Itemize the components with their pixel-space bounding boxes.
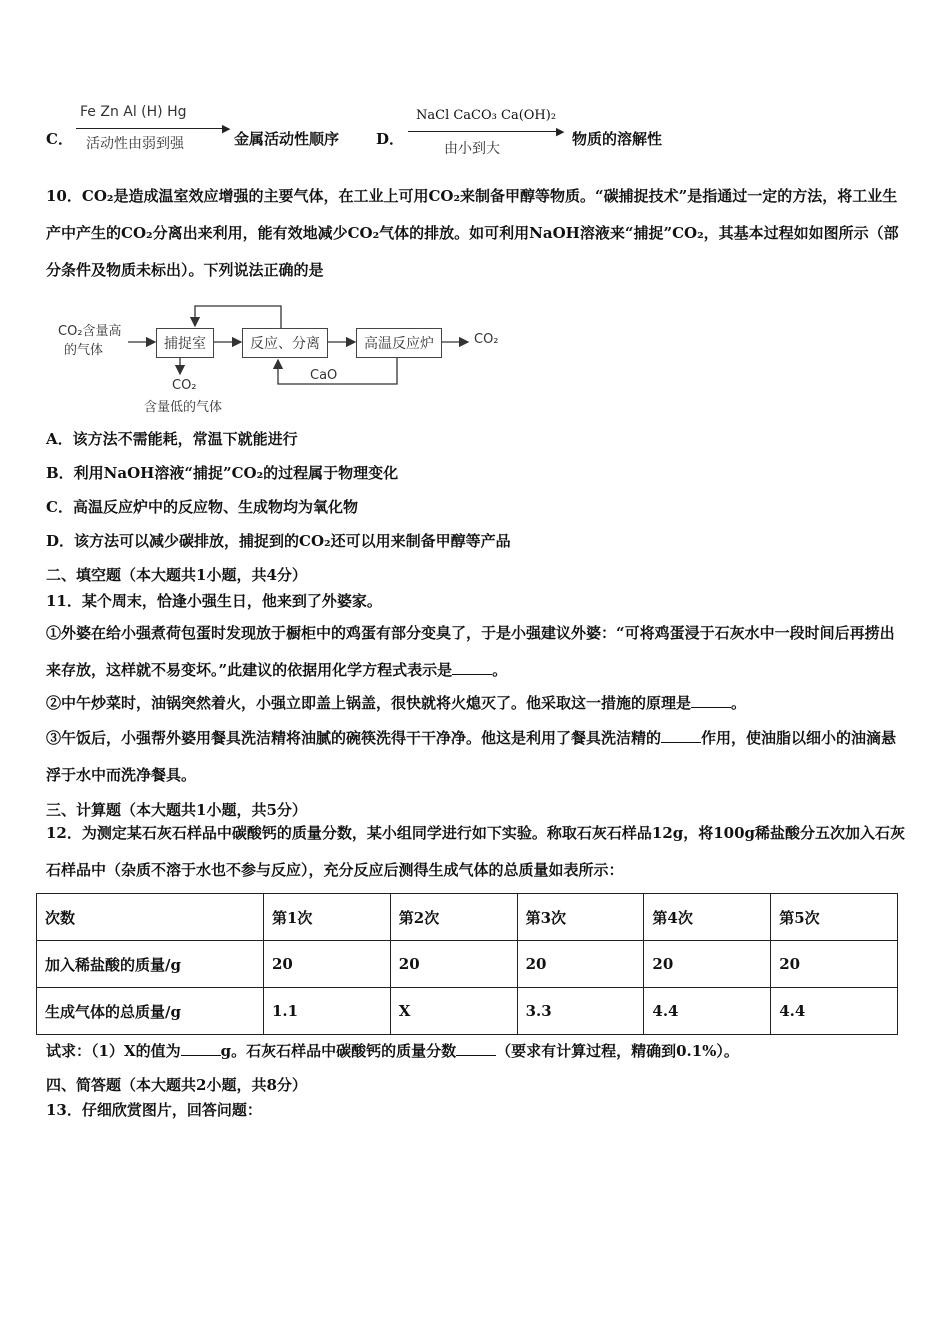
option-d-letter: D．: [376, 130, 405, 148]
question-12-text: 12．为测定某石灰石样品中碳酸钙的质量分数，某小组同学进行如下实验。称取石灰石样品12g，将100g稀盐酸分五次加入石灰石样品中（杂质不溶于水也不参与反应），充分反应后测得生成气体的总质量如表所示：: [46, 824, 906, 879]
table-cell: 第1次: [264, 894, 391, 941]
table-cell: 1.1: [264, 988, 391, 1035]
table-cell: 第4次: [644, 894, 771, 941]
diagram-low-co2-gas: 含量低的气体: [144, 400, 223, 415]
answer-blank-3: [661, 728, 701, 743]
results-table: [36, 893, 898, 1035]
option-c-result: 金属活动性顺序: [234, 130, 340, 148]
table-row: [37, 988, 898, 1035]
option-d-direction-label: 由小到大: [444, 141, 500, 157]
question-11-intro: 11．某个周末，恰逢小强生日，他来到了外婆家。: [46, 592, 382, 610]
question-11-item-3: ③午饭后，小强帮外婆用餐具洗洁精将油腻的碗筷洗得干干净净。他这是利用了餐具洗洁精的 作用，使油脂以细小的油滴悬浮于水中而洗净餐具。: [46, 729, 897, 784]
question-11-item-1: ①外婆在给小强煮荷包蛋时发现放于橱柜中的鸡蛋有部分变臭了，于是小强建议外婆：“可将鸡蛋浸于石灰水中一段时间后再捞出来存放，这样就不易变坏。”此建议的依据用化学方程式表示是 。: [46, 624, 895, 679]
answer-blank-x: [181, 1041, 221, 1056]
table-cell: 次数: [37, 894, 264, 941]
table-cell: 3.3: [517, 988, 644, 1035]
table-row: [37, 894, 898, 941]
table-cell: 加入稀盐酸的质量/g: [37, 941, 264, 988]
table-cell: 4.4: [771, 988, 898, 1035]
option-c-direction-label: 活动性由弱到强: [86, 136, 184, 152]
table-cell: 第3次: [517, 894, 644, 941]
q10-option-b: B．利用NaOH溶液“捕捉”CO₂的过程属于物理变化: [46, 464, 399, 482]
table-row: [37, 941, 898, 988]
table-cell: 20: [644, 941, 771, 988]
diagram-capture-chamber: 捕捉室: [156, 328, 214, 358]
diagram-reaction-separation: 反应、分离: [242, 328, 328, 358]
option-d-arrow-head: ▶: [556, 125, 565, 138]
answer-blank-1: [452, 660, 492, 675]
section-4-heading: 四、简答题（本大题共2小题，共8分）: [46, 1076, 307, 1094]
table-cell: 第2次: [390, 894, 517, 941]
diagram-input-line1: CO₂含量高: [58, 324, 122, 339]
answer-blank-percentage: [456, 1041, 496, 1056]
table-cell: 20: [517, 941, 644, 988]
q10-option-a: A．该方法不需能耗，常温下就能进行: [46, 430, 298, 448]
table-cell: 20: [390, 941, 517, 988]
question-11-item-2: ②中午炒菜时，油锅突然着火，小强立即盖上锅盖，很快就将火熄灭了。他采取这一措施的原理是 。: [46, 694, 747, 712]
table-cell: 20: [771, 941, 898, 988]
section-2-heading: 二、填空题（本大题共1小题，共4分）: [46, 566, 307, 584]
option-d-arrow-line: [408, 131, 560, 132]
option-c-metal-series: Fe Zn Al (H) Hg: [80, 104, 187, 120]
diagram-cao-label: CaO: [310, 368, 338, 383]
answer-blank-2: [691, 693, 731, 708]
question-12-ask: 试求：（1）X的值为 g。石灰石样品中碳酸钙的质量分数 （要求有计算过程，精确到0.1%）。: [46, 1042, 739, 1060]
option-c-letter: C．: [46, 130, 73, 148]
option-d-result: 物质的溶解性: [572, 130, 663, 148]
table-cell: 4.4: [644, 988, 771, 1035]
option-c-arrow-line: [76, 128, 226, 129]
q10-option-d: D．该方法可以减少碳排放，捕捉到的CO₂还可以用来制备甲醇等产品: [46, 532, 511, 550]
q10-option-c: C．高温反应炉中的反应物、生成物均为氧化物: [46, 498, 358, 516]
option-c-arrow-head: ▶: [222, 122, 231, 135]
diagram-high-temp-furnace: 高温反应炉: [356, 328, 442, 358]
section-3-heading: 三、计算题（本大题共1小题，共5分）: [46, 801, 307, 819]
table-cell: 生成气体的总质量/g: [37, 988, 264, 1035]
diagram-input-line2: 的气体: [64, 343, 104, 358]
diagram-output-co2: CO₂: [474, 332, 499, 347]
table-cell: X: [390, 988, 517, 1035]
diagram-bottom-co2: CO₂: [172, 378, 197, 393]
question-10-text: 10．CO₂是造成温室效应增强的主要气体，在工业上可用CO₂来制备甲醇等物质。“碳捕捉技术”是指通过一定的方法，将工业生产中产生的CO₂分离出来利用，能有效地减少CO₂气体的排放。如可利用NaOH溶液来“捕捉”CO₂，其基本过程如如图所示（部分条件及物质未标出）。下列说法正确的是: [46, 187, 899, 279]
table-cell: 20: [264, 941, 391, 988]
option-d-compounds: NaCl CaCO₃ Ca(OH)₂: [416, 108, 557, 123]
question-13-text: 13．仔细欣赏图片，回答问题：: [46, 1101, 262, 1119]
table-cell: 第5次: [771, 894, 898, 941]
